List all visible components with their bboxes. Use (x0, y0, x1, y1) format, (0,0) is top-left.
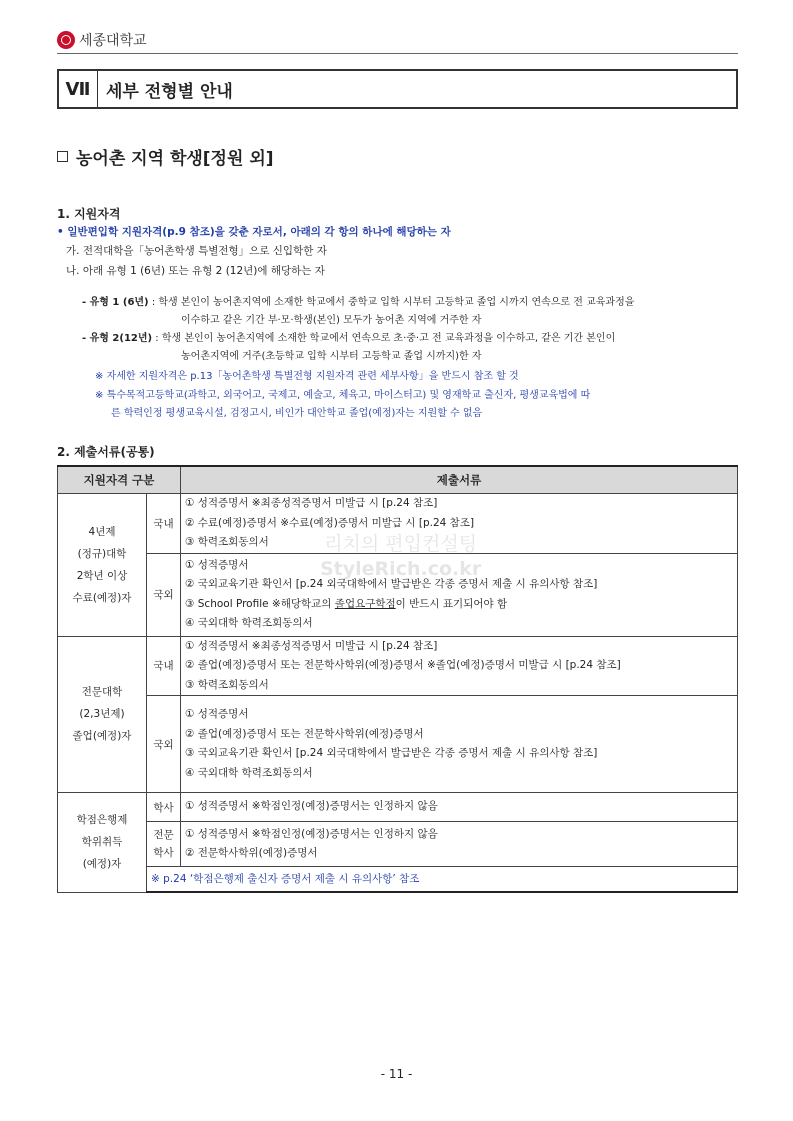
category-junior-college: 전문대학 (2,3년제) 졸업(예정)자 (58, 636, 147, 793)
qualification-heading: 1. 지원자격 (57, 207, 121, 221)
documents-list: ① 성적증명서 ※학점인정(예정)증명서는 인정하지 않음 (181, 793, 738, 822)
table-row (58, 696, 738, 793)
header-documents: 제출서류 (181, 466, 738, 494)
qualification-item-na: 나. 아래 유형 1 (6년) 또는 유형 2 (12년)에 해당하는 자 (66, 265, 325, 277)
subcategory-foreign: 국외 (147, 696, 181, 793)
category-credit-bank: 학점은행제 학위취득 (예정)자 (58, 793, 147, 893)
subcategory-foreign: 국외 (147, 553, 181, 636)
type2-label: - 유형 2(12년) (82, 333, 153, 344)
category-4year: 4년제 (정규)대학 2학년 이상 수료(예정)자 (58, 494, 147, 637)
header-divider (57, 53, 738, 54)
subcategory-bachelor: 학사 (147, 793, 181, 822)
square-bullet-icon (57, 151, 68, 162)
type2-text-1: : 학생 본인이 농어촌지역에 소재한 학교에서 연속으로 초·중·고 전 교육과정을 이수하고, 같은 기간 본인이 (155, 333, 616, 344)
section-title: 세부 전형별 안내 (106, 81, 233, 102)
qualification-item-ga: 가. 전적대학을「농어촌학생 특별전형」으로 신입학한 자 (66, 245, 327, 257)
type1-text-1: : 학생 본인이 농어촌지역에 소재한 학교에서 중학교 입학 시부터 고등학교 졸업 시까지 연속으로 전 교육과정을 (151, 297, 635, 308)
documents-list: ① 성적증명서 ※최종성적증명서 미발급 시 [p.24 참조] ② 수료(예정)증명서 ※수료(예정)증명서 미발급 시 [p.24 참조] ③ 학력조회동의서 (181, 494, 738, 554)
documents-list: ① 성적증명서 ※학점인정(예정)증명서는 인정하지 않음 ② 전문학사학위(예정)증명서 (181, 822, 738, 867)
documents-list: ① 성적증명서 ※최종성적증명서 미발급 시 [p.24 참조] ② 졸업(예정)증명서 또는 전문학사학위(예정)증명서 ※졸업(예정)증명서 미발급 시 [p.24 참조] ③ 학력조회동의서 (181, 636, 738, 696)
type1-text-2: 이수하고 같은 기간 부·모·학생(본인) 모두가 농어촌 지역에 거주한 자 (181, 315, 482, 326)
main-title (57, 144, 274, 169)
header-category: 지원자격 구분 (58, 466, 181, 494)
qualification-note-2a: ※ 특수목적고등학교(과학고, 외국어고, 국제고, 예술고, 체육고, 마이스터고) 및 영재학교 출신자, 평생교육법에 따 (95, 390, 591, 401)
qualification-note-2b: 른 학력인정 평생교육시설, 검정고시, 비인가 대안학교 졸업(예정)자는 지원할 수 없음 (111, 408, 483, 419)
qualification-note-1: ※ 자세한 지원자격은 p.13「농어촌학생 특별전형 지원자격 관련 세부사항」을 반드시 참조 할 것 (95, 371, 519, 382)
subcategory-associate: 전문 학사 (147, 822, 181, 867)
credit-bank-note: ※ p.24 ‘학점은행제 출신자 증명서 제출 시 유의사항’ 참조 (147, 867, 738, 893)
type1-row (82, 293, 634, 308)
documents-table (57, 465, 738, 893)
table-header-row (58, 466, 738, 494)
section-header (57, 69, 738, 109)
table-row (58, 793, 738, 822)
page-number: - 11 - (380, 1067, 413, 1081)
documents-heading: 2. 제출서류(공통) (57, 445, 155, 459)
qualification-bullet: • 일반편입학 지원자격(p.9 참조)을 갖춘 자로서, 아래의 각 항의 하나에 해당하는 자 (57, 226, 451, 238)
subcategory-domestic: 국내 (147, 494, 181, 554)
documents-list: ① 성적증명서 ② 졸업(예정)증명서 또는 전문학사학위(예정)증명서 ③ 국외교육기관 확인서 [p.24 외국대학에서 발급받은 각종 증명서 제출 시 유의사항 참조] ④ 국외대학 학력조회동의서 (181, 696, 738, 793)
university-name: 세종대학교 (79, 33, 147, 49)
university-logo (57, 30, 147, 50)
watermark: 리치의 편입컨설팅 StyleRich.co.kr (320, 533, 482, 580)
table-row (58, 867, 738, 893)
university-seal-icon (57, 31, 75, 49)
table-row (58, 822, 738, 867)
type1-label: - 유형 1 (6년) (82, 297, 149, 308)
main-title-text: 농어촌 지역 학생[정원 외] (76, 149, 274, 169)
type2-row (82, 329, 615, 344)
subcategory-domestic: 국내 (147, 636, 181, 696)
table-row (58, 636, 738, 696)
section-number: Ⅶ (59, 71, 98, 107)
type2-text-2: 농어촌지역에 거주(초등학교 입학 시부터 고등학교 졸업 시까지)한 자 (181, 351, 482, 362)
documents-list: ① 성적증명서 ② 국외교육기관 확인서 [p.24 외국대학에서 발급받은 각종 증명서 제출 시 유의사항 참조] ③ School Profile ※해당학교의 졸업요구학점이 반드시 표기되어야 함 ④ 국외대학 학력조회동의서 (181, 553, 738, 636)
